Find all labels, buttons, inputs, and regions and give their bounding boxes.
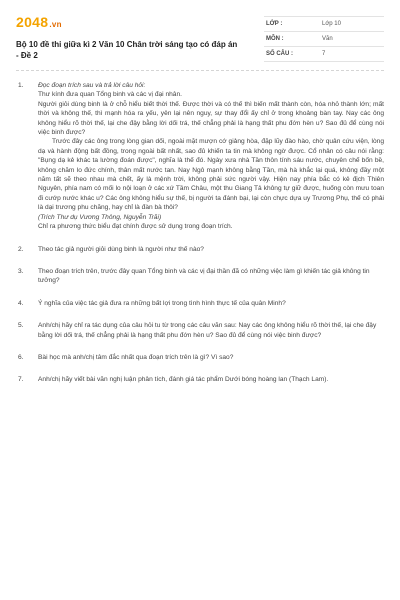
grade-label: LỚP : (266, 21, 283, 27)
meta-table (264, 16, 384, 62)
question-text: Anh/chị hãy viết bài văn nghị luận phân tích, đánh giá tác phẩm Dưới bóng hoàng lan (Thạch Lam). (38, 376, 329, 384)
question-7 (16, 375, 384, 384)
question-count-label: SỐ CÂU : (266, 51, 293, 57)
question-text: Theo đoạn trích trên, trước đây quan Tổng binh và các vị đại thần đã có những việc làm gì khiến tác giả không tin tưởng? (38, 267, 370, 285)
reading-passage (38, 81, 384, 232)
passage-instruction: Đọc đoạn trích sau và trả lời câu hỏi: (38, 82, 146, 89)
question-list (16, 81, 384, 385)
header (16, 14, 384, 62)
question-number: 4. (18, 299, 24, 307)
question-number: 3. (18, 267, 24, 275)
passage-source: (Trích Thư dụ Vương Thông, Nguyễn Trãi) (38, 213, 162, 221)
meta-row-count (264, 47, 384, 62)
meta-row-grade (264, 16, 384, 32)
question-number: 1. (18, 82, 24, 89)
question-text: Anh/chị hãy chỉ ra tác dụng của câu hỏi tu từ trong các câu văn sau: Nay các ông không hiểu rõ thời thế, lại che đậy bằng lời dối trá, thế chẳng phải là hạng thất phu đớn hèn u? Sao đủ để cùng nói việc binh được? (38, 322, 377, 339)
passage-paragraph: Trước đây các ông trong lòng gian dối, ngoài mặt mượn cớ giảng hòa, đặp lũy đào hào, chờ quân cứu viện, lòng dạ và hành động bất đồng, trong ngoài bất nhất, sao đủ khiến ta tin mà không ngờ được. Cổ nhân có câu nói rằng: "Bụng dạ kẻ khác ta lường đoán được", nghĩa là thế đó. Ngày xưa nhà Tần thôn tính sáu nước, chuyên chế bốn bề, không chăm lo đức chính, thân mất nước tan. Nay Ngô mạnh không bằng Tần, mà hà khắc lại quá, không đầy một năm tất sẽ theo nhau mà chết, ấy là mệnh trời, không phải sức người vậy. Hiện nay phía bắc có kẻ địch Thiên Nguyên, phía nam có mối lo nội loạn ở các xứ Tầm Châu, một thu Giang Tả không tự giữ được, huống còn mưu toan đi cướp nước khác u? Các ông không hiểu sự thế, bị người ta đánh bại, lại còn chực dựa uy Trương Phụ, thế có phải là dại trương phu chăng, hay chỉ là đàn bà thôi? (38, 138, 384, 212)
question-1 (16, 81, 384, 232)
document-title: Bộ 10 đề thi giữa kì 2 Văn 10 Chân trời sáng tạo có đáp án - Đề 2 (16, 40, 238, 60)
question-number: 6. (18, 353, 24, 361)
passage-paragraph: Người giỏi dùng binh là ở chỗ hiểu biết thời thế. Được thời và có thế thì biến mất thành còn, hóa nhỏ thành lớn; mất thời và không thế, thì mạnh hóa ra yếu, yên lại nên nguy, sự thay đổi ấy chỉ ở trong khoảng bàn tay. Nay các ông không hiểu rõ thời thế, lại che đậy bằng lời dối trá, thế chẳng phải là hạng thất phu đớn hèn u? Sao đủ để cùng nói việc binh được? (38, 100, 384, 137)
question-text: Bài học mà anh/chị tâm đắc nhất qua đoạn trích trên là gì? Vì sao? (38, 353, 234, 361)
logo-suffix: .vn (49, 20, 62, 29)
question-5 (16, 321, 384, 340)
brand-block (16, 14, 240, 62)
divider (16, 70, 384, 71)
grade-value: Lớp 10 (322, 21, 341, 27)
question-number: 2. (18, 245, 24, 253)
question-text: Theo tác giả người giỏi dùng binh là người như thế nào? (38, 245, 204, 253)
subject-value: Văn (322, 36, 333, 42)
question-number: 5. (18, 322, 24, 330)
question-3 (16, 267, 384, 286)
site-logo[interactable] (16, 14, 240, 33)
passage-salutation: Thư kính đưa quan Tổng binh và các vị đại nhân. (38, 91, 182, 99)
question-text: Ý nghĩa của việc tác giả đưa ra những bất lợi trong tình hình thực tế của quân Minh? (38, 299, 286, 307)
question-text: Chỉ ra phương thức biểu đạt chính được sử dụng trong đoạn trích. (38, 223, 233, 231)
question-4 (16, 299, 384, 308)
logo-text: 2048 (16, 14, 49, 30)
question-number: 7. (18, 376, 24, 384)
question-2 (16, 245, 384, 254)
meta-row-subject (264, 32, 384, 47)
question-6 (16, 353, 384, 362)
subject-label: MÔN : (266, 36, 284, 42)
question-count-value: 7 (322, 51, 326, 57)
